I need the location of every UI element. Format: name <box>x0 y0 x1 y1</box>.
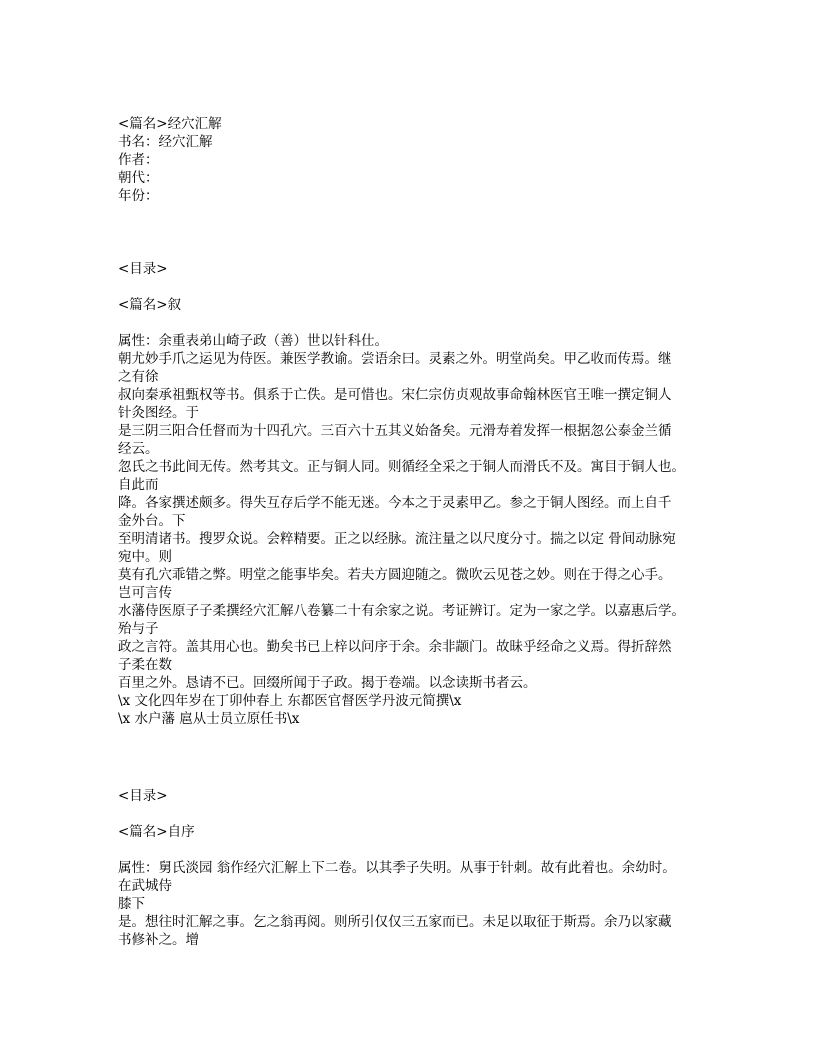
text-line: 金外台。下 <box>118 513 186 529</box>
text-line: 岂可言传 <box>118 585 172 601</box>
text-line: 是。想往时汇解之事。乞之翁再阅。则所引仅仅三五家而已。未足以取征于斯焉。余乃以家藏 <box>118 914 672 930</box>
text-line: 膝下 <box>118 896 145 912</box>
dynasty-field: 朝代： <box>118 170 159 186</box>
text-line: 至明清诸书。搜罗众说。会粹精要。正之以经脉。流注量之以尺度分寸。揣之以定 骨间动脉宛 <box>118 531 676 547</box>
author-field: 作者： <box>118 152 159 168</box>
toc-marker: <目录> <box>118 788 168 804</box>
text-line: 经云。 <box>118 441 159 457</box>
text-line: 叔向秦承祖甄权等书。俱系于亡佚。是可惜也。宋仁宗仿贞观故事命翰林医官王唯一撰定铜人 <box>118 387 672 403</box>
text-line: 莫有孔穴乖错之弊。明堂之能事毕矣。若夫方圆迎随之。微吹云见苍之妙。则在于得之心手。 <box>118 567 672 583</box>
year-field: 年份： <box>118 188 159 204</box>
text-line: \x 水户藩 扈从士员立原任书\x <box>118 711 300 727</box>
text-line: 子柔在数 <box>118 657 172 673</box>
text-line: 政之言符。盖其用心也。勤矣书已上梓以问序于余。余非颛门。故昧乎经命之义焉。得折辞然 <box>118 639 672 655</box>
text-line: 忽氏之书此间无传。然考其文。正与铜人同。则循经全采之于铜人而滑氏不及。寓目于铜人也。 <box>118 459 685 475</box>
text-line: 属性：舅氏淡园 翁作经穴汇解上下二卷。以其季子失明。从事于针刺。故有此着也。余幼时。 <box>118 860 676 876</box>
text-line: 在武城侍 <box>118 878 172 894</box>
text-line: 水藩侍医原子子柔撰经穴汇解八卷纂二十有余家之说。考证辨订。定为一家之学。以嘉惠后学。 <box>118 603 685 619</box>
text-line: 宛中。则 <box>118 549 172 565</box>
text-line: 自此而 <box>118 477 159 493</box>
toc-marker: <目录> <box>118 261 168 277</box>
text-line: 书修补之。增 <box>118 932 199 948</box>
text-line: 属性：余重表弟山崎子政（善）世以针科仕。 <box>118 333 388 349</box>
text-line: \x 文化四年岁在丁卯仲春上 东都医官督医学丹波元简撰\x <box>118 693 462 709</box>
text-line: 是三阴三阳合任督而为十四孔穴。三百六十五其义始备矣。元滑寿着发挥一根据忽公泰金兰循 <box>118 423 672 439</box>
section-heading: <篇名>自序 <box>118 824 195 840</box>
chapter-title: <篇名>经穴汇解 <box>118 116 222 132</box>
text-line: 百里之外。恳请不已。回缀所闻于子政。揭于卷端。以念读斯书者云。 <box>118 675 537 691</box>
text-line: 朝尤妙手爪之运见为侍医。兼医学教谕。尝语余曰。灵素之外。明堂尚矣。甲乙收而传焉。继 <box>118 351 672 367</box>
text-line: 殆与子 <box>118 621 159 637</box>
text-line: 降。各家撰述颇多。得失互存后学不能无迷。今本之于灵素甲乙。参之于铜人图经。而上自千 <box>118 495 672 511</box>
section-heading: <篇名>叙 <box>118 297 182 313</box>
book-name: 书名：经穴汇解 <box>118 134 213 150</box>
text-line: 针灸图经。于 <box>118 405 199 421</box>
text-line: 之有徐 <box>118 369 159 385</box>
